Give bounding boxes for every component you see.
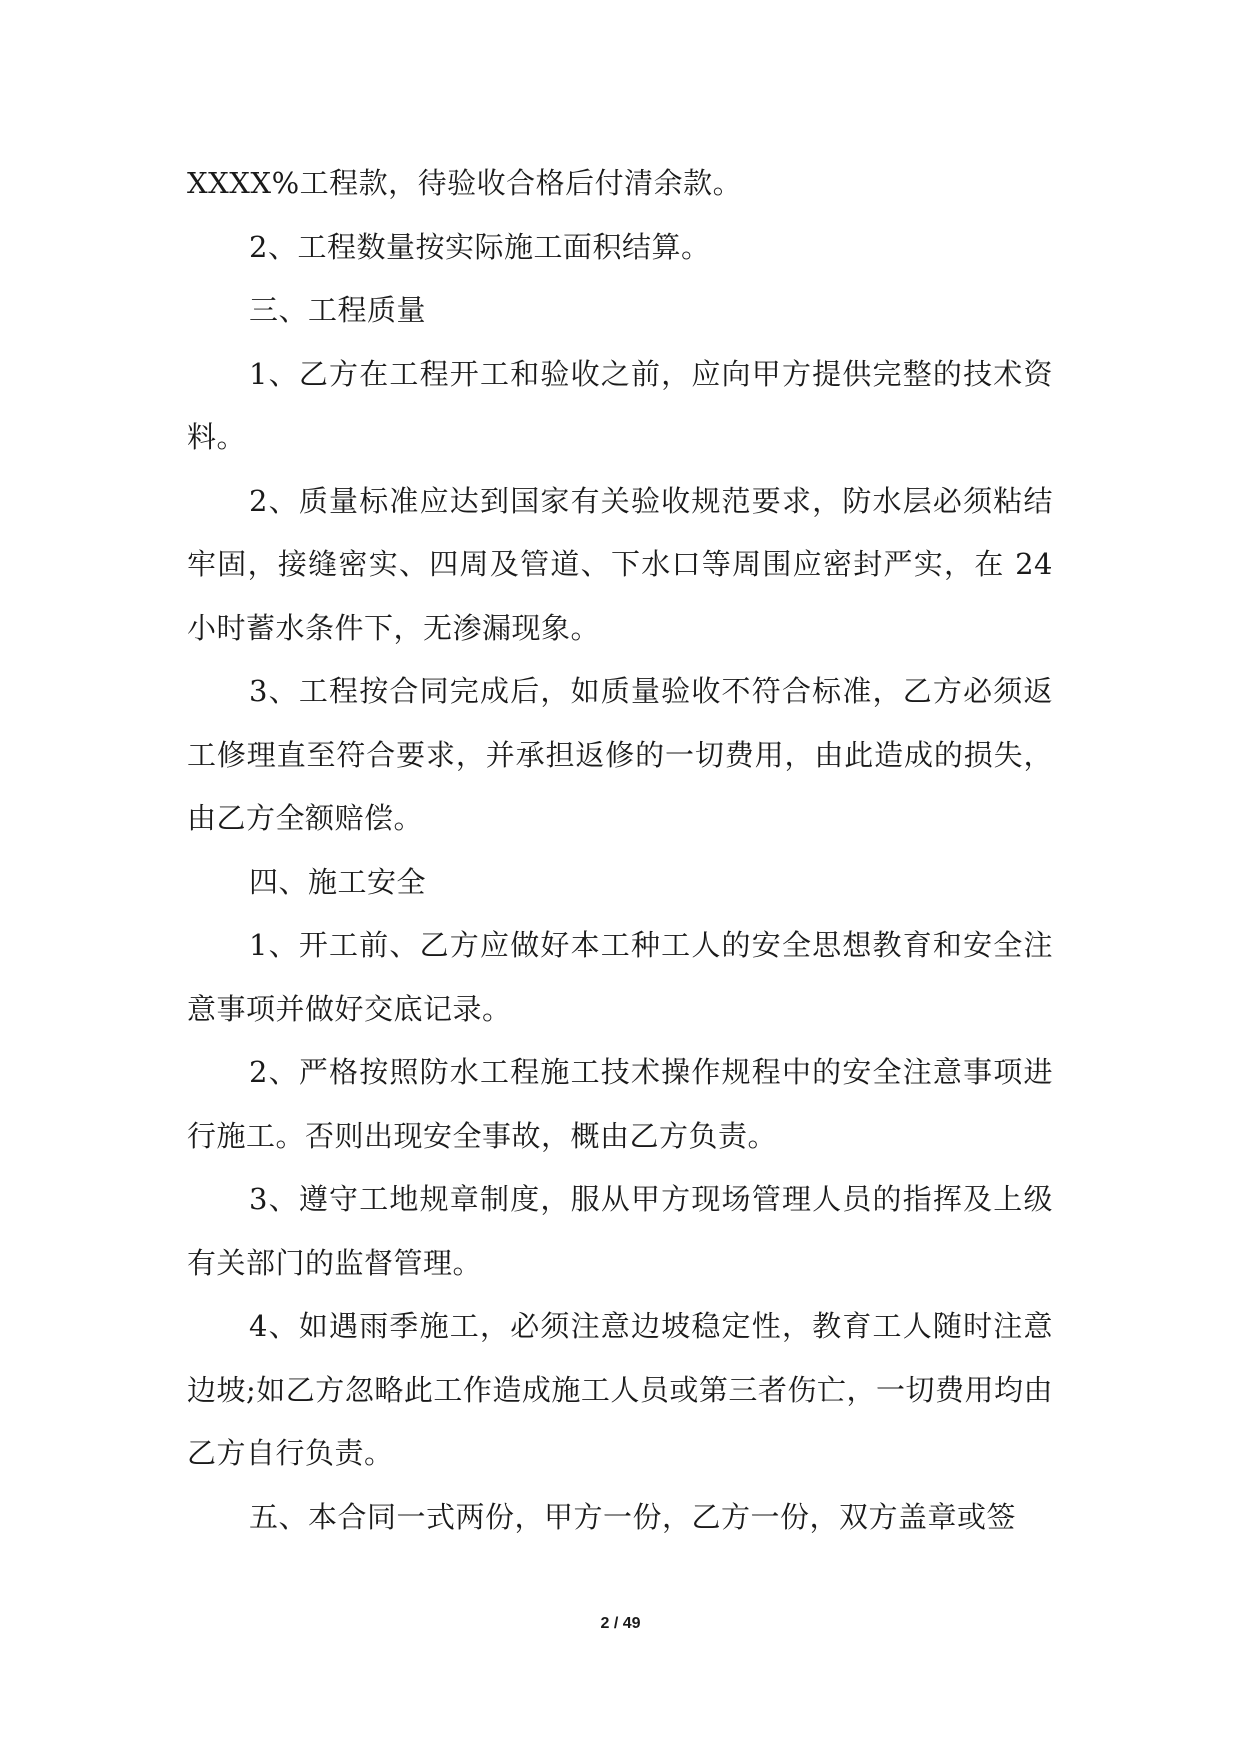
section-heading-safety: 四、施工安全 [249,864,427,899]
paragraph-safety-1: 1、开工前、乙方应做好本工种工人的安全思想教育和安全注意事项并做好交底记录。 [187,928,1053,1026]
paragraph-quality-1: 1、乙方在工程开工和验收之前，应向甲方提供完整的技术资料。 [187,356,1053,454]
paragraph-contract-copies: 五、本合同一式两份，甲方一份，乙方一份，双方盖章或签 [249,1499,1017,1534]
section-heading-quality: 三、工程质量 [249,293,427,327]
paragraph-safety-3: 3、遵守工地规章制度，服从甲方现场管理人员的指挥及上级有关部门的监督管理。 [187,1182,1053,1280]
paragraph-quantity-settlement: 2、工程数量按实际施工面积结算。 [249,229,711,264]
page-number: 2 / 49 [600,1615,641,1632]
paragraph-quality-2: 2、质量标准应达到国家有关验收规范要求，防水层必须粘结牢固，接缝密实、四周及管道、下水口等周围应密封严实，在 24 小时蓄水条件下，无渗漏现象。 [187,483,1053,645]
paragraph-payment-terms: XXXX%工程款，待验收合格后付清余款。 [187,166,743,200]
paragraph-safety-4: 4、如遇雨季施工，必须注意边坡稳定性，教育工人随时注意边坡;如乙方忽略此工作造成施工人员或第三者伤亡，一切费用均由乙方自行负责。 [187,1309,1053,1470]
paragraph-quality-3: 3、工程按合同完成后，如质量验收不符合标准，乙方必须返工修理直至符合要求，并承担返修的一切费用，由此造成的损失，由乙方全额赔偿。 [187,674,1053,835]
document-body [187,152,1053,1549]
paragraph-safety-2: 2、严格按照防水工程施工技术操作规程中的安全注意事项进行施工。否则出现安全事故，概由乙方负责。 [187,1055,1053,1153]
